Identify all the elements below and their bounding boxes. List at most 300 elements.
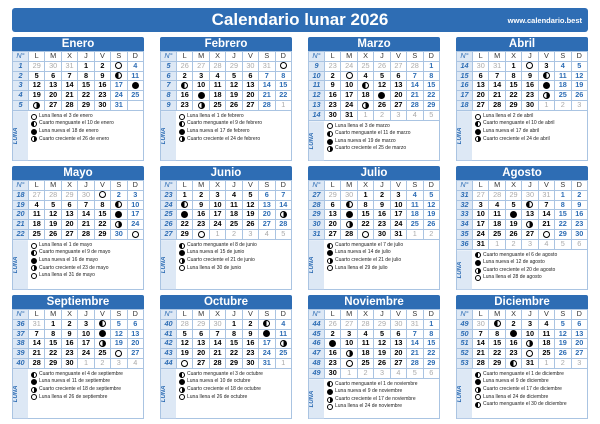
- day-cell: 1: [357, 190, 373, 200]
- day-cell: 6: [45, 71, 61, 81]
- weekday-header: D: [423, 181, 439, 191]
- moon-new-icon: [475, 379, 481, 385]
- moon-phase-item: [31, 386, 141, 394]
- week-row: [457, 81, 588, 91]
- weekday-header: D: [275, 181, 291, 191]
- day-cell: 14: [209, 339, 225, 349]
- month-name: Junio: [160, 166, 292, 180]
- day-cell: 18: [29, 220, 45, 230]
- week-number-header: N°: [457, 181, 473, 191]
- moon-phase-item: [31, 257, 141, 265]
- moon-phases-list: [12, 240, 144, 290]
- week-number-header: N°: [161, 310, 177, 320]
- week-number: 5: [13, 100, 29, 110]
- moon-phase-text: Cuarto menguante el 4 de septiembre: [39, 370, 123, 377]
- moon-phase-text: Cuarto menguante el 10 de abril: [483, 120, 555, 127]
- weekday-header: X: [209, 181, 225, 191]
- day-cell: 5: [45, 200, 61, 210]
- day-cell: 29: [505, 100, 521, 110]
- day-cell: 8: [275, 71, 291, 81]
- day-other-month: 2: [555, 100, 571, 110]
- day-cell: 12: [45, 210, 61, 220]
- month-octubre: [160, 295, 292, 418]
- day-cell: 27: [242, 100, 258, 110]
- day-cell: 8: [45, 329, 61, 339]
- week-row: [457, 358, 588, 368]
- day-cell: 11: [127, 71, 143, 81]
- day-cell: 22: [357, 220, 373, 230]
- day-cell: 20: [45, 91, 61, 101]
- moon-phase-text: Luna nueva el 9 de diciembre: [483, 378, 549, 385]
- day-cell: 15: [505, 81, 521, 91]
- moon-full-icon: [31, 243, 37, 249]
- moon-lq-icon: [327, 131, 333, 137]
- day-cell: 1: [555, 190, 571, 200]
- moon-lq-icon: [522, 200, 538, 210]
- weekday-header: X: [357, 52, 373, 62]
- week-row: [457, 71, 588, 81]
- day-other-month: 6: [423, 368, 439, 378]
- day-cell: 25: [407, 220, 423, 230]
- weekday-header: S: [407, 181, 423, 191]
- week-row: [309, 210, 440, 220]
- day-cell: 12: [177, 339, 193, 349]
- day-cell: 2: [94, 61, 110, 71]
- moon-phase-item: [475, 371, 585, 379]
- day-cell: 15: [423, 81, 439, 91]
- weekday-header: V: [94, 181, 110, 191]
- day-cell: 28: [407, 358, 423, 368]
- day-other-month: 29: [325, 190, 341, 200]
- weekday-header: J: [226, 181, 242, 191]
- day-other-month: 25: [357, 61, 373, 71]
- day-cell: 14: [61, 81, 77, 91]
- week-row: [161, 200, 292, 210]
- moon-fq-icon: [198, 102, 205, 109]
- luna-label: LUNA: [457, 369, 472, 418]
- day-cell: [127, 100, 143, 110]
- day-cell: 18: [555, 81, 571, 91]
- moon-phase-item: [179, 386, 289, 394]
- day-cell: 13: [45, 81, 61, 91]
- moon-full-icon: [115, 350, 122, 357]
- moon-new-icon: [505, 210, 521, 220]
- day-other-month: 26: [374, 61, 390, 71]
- day-cell: 19: [505, 220, 521, 230]
- days-table: [160, 180, 292, 240]
- weekday-header: M: [341, 310, 357, 320]
- day-cell: 10: [127, 200, 143, 210]
- day-cell: 5: [505, 200, 521, 210]
- moon-fq-icon: [31, 387, 37, 393]
- day-cell: 12: [242, 200, 258, 210]
- moon-phase-text: Cuarto creciente el 21 de julio: [335, 256, 402, 263]
- day-cell: 23: [522, 91, 538, 101]
- moon-lq-icon: [94, 319, 110, 329]
- day-cell: 4: [275, 319, 291, 329]
- day-cell: 26: [423, 220, 439, 230]
- day-cell: 29: [423, 358, 439, 368]
- moon-new-icon: [179, 379, 185, 385]
- day-cell: 2: [242, 319, 258, 329]
- weekday-header: S: [111, 181, 127, 191]
- week-row: [13, 358, 144, 368]
- moon-fq-icon: [346, 350, 353, 357]
- month-name: Mayo: [12, 166, 144, 180]
- moon-phase-item: [475, 120, 585, 128]
- moon-full-icon: [181, 360, 188, 367]
- day-cell: 17: [390, 210, 406, 220]
- day-other-month: 28: [407, 61, 423, 71]
- week-number: 14: [457, 61, 473, 71]
- day-cell: 5: [423, 190, 439, 200]
- weekday-header: J: [522, 310, 538, 320]
- moon-phase-text: Luna nueva el 15 de junio: [187, 249, 245, 256]
- moon-new-icon: [181, 211, 188, 218]
- day-cell: 23: [325, 100, 341, 110]
- day-cell: 19: [423, 210, 439, 220]
- day-cell: 11: [226, 200, 242, 210]
- day-cell: 2: [325, 329, 341, 339]
- week-number-header: N°: [309, 310, 325, 320]
- day-cell: 24: [111, 91, 127, 101]
- moon-lq-icon: [31, 250, 37, 256]
- moon-phase-text: Cuarto creciente el 26 de enero: [39, 135, 110, 142]
- day-cell: 14: [29, 339, 45, 349]
- day-cell: 31: [390, 229, 406, 239]
- moon-lq-icon: [357, 81, 373, 91]
- week-number: 31: [457, 190, 473, 200]
- day-cell: 2: [111, 190, 127, 200]
- moon-phase-text: Cuarto menguante el 1 de diciembre: [483, 370, 564, 377]
- weekday-header: V: [390, 181, 406, 191]
- day-cell: 20: [127, 339, 143, 349]
- day-cell: 7: [275, 190, 291, 200]
- week-row: [457, 229, 588, 239]
- day-cell: 16: [242, 339, 258, 349]
- day-cell: 22: [423, 349, 439, 359]
- weekday-header: V: [538, 52, 554, 62]
- day-cell: 19: [29, 91, 45, 101]
- day-other-month: 3: [390, 110, 406, 120]
- moon-fq-icon: [31, 136, 37, 142]
- day-cell: 22: [275, 91, 291, 101]
- weekday-header: X: [61, 52, 77, 62]
- month-abril: [456, 37, 588, 160]
- day-cell: 14: [78, 210, 94, 220]
- day-cell: 27: [473, 100, 489, 110]
- moon-new-icon: [31, 258, 37, 264]
- day-cell: 12: [29, 81, 45, 91]
- day-cell: 30: [374, 229, 390, 239]
- day-cell: 7: [538, 200, 554, 210]
- moon-full-icon: [94, 190, 110, 200]
- day-cell: 15: [226, 339, 242, 349]
- week-row: [309, 329, 440, 339]
- week-number-header: N°: [161, 181, 177, 191]
- moon-lq-icon: [181, 201, 188, 208]
- moon-new-icon: [198, 92, 205, 99]
- month-julio: [308, 166, 440, 289]
- day-cell: 9: [571, 200, 587, 210]
- moon-full-icon: [132, 231, 139, 238]
- day-cell: 22: [423, 91, 439, 101]
- day-cell: 20: [325, 220, 341, 230]
- day-cell: 21: [209, 349, 225, 359]
- moon-full-icon: [198, 231, 205, 238]
- luna-label: LUNA: [161, 240, 176, 289]
- week-number: 52: [457, 349, 473, 359]
- day-cell: 11: [538, 329, 554, 339]
- weekday-header: M: [193, 52, 209, 62]
- day-cell: 30: [522, 100, 538, 110]
- day-cell: 18: [209, 91, 225, 101]
- day-other-month: 3: [374, 368, 390, 378]
- day-cell: 23: [325, 358, 341, 368]
- day-other-month: 5: [555, 239, 571, 249]
- week-row: [13, 220, 144, 230]
- month-name: Abril: [456, 37, 588, 51]
- moon-phase-text: Cuarto creciente el 24 de febrero: [187, 135, 261, 142]
- day-cell: 31: [111, 100, 127, 110]
- week-number: 7: [161, 81, 177, 91]
- day-cell: 17: [473, 220, 489, 230]
- days-table: [160, 51, 292, 111]
- moon-full-icon: [341, 358, 357, 368]
- moon-phase-item: [179, 128, 289, 136]
- week-number: 36: [457, 239, 473, 249]
- week-number: 12: [309, 91, 325, 101]
- day-other-month: 28: [357, 319, 373, 329]
- week-number: 1: [13, 61, 29, 71]
- moon-phase-item: [327, 403, 437, 411]
- day-cell: 23: [94, 91, 110, 101]
- weekday-header: J: [522, 181, 538, 191]
- weekday-header: M: [489, 52, 505, 62]
- day-cell: 13: [473, 81, 489, 91]
- day-other-month: 30: [45, 61, 61, 71]
- day-cell: 8: [226, 329, 242, 339]
- weekday-header: S: [407, 310, 423, 320]
- moon-phase-text: Cuarto creciente el 23 de mayo: [39, 264, 109, 271]
- moon-phase-item: [31, 249, 141, 257]
- day-cell: 12: [111, 329, 127, 339]
- site-url: www.calendario.best: [507, 16, 582, 25]
- day-other-month: 27: [390, 61, 406, 71]
- week-number: 20: [13, 210, 29, 220]
- day-cell: 2: [193, 190, 209, 200]
- day-cell: 13: [259, 200, 275, 210]
- day-cell: 21: [407, 91, 423, 101]
- moon-full-icon: [280, 62, 287, 69]
- day-other-month: 2: [505, 239, 521, 249]
- week-row: [161, 91, 292, 101]
- week-row: [161, 71, 292, 81]
- day-cell: 3: [209, 190, 225, 200]
- moon-full-icon: [522, 349, 538, 359]
- moon-fq-icon: [475, 268, 481, 274]
- moon-phase-item: [31, 378, 141, 386]
- week-row: [13, 71, 144, 81]
- luna-label: LUNA: [161, 111, 176, 160]
- day-cell: 16: [522, 81, 538, 91]
- moon-new-icon: [327, 250, 333, 256]
- day-cell: 1: [423, 61, 439, 71]
- day-other-month: 27: [341, 319, 357, 329]
- day-cell: 26: [374, 358, 390, 368]
- week-row: [13, 319, 144, 329]
- moon-lq-icon: [526, 201, 533, 208]
- month-septiembre: [12, 295, 144, 418]
- day-cell: 19: [111, 339, 127, 349]
- moon-phase-text: Luna llena el 31 de mayo: [39, 272, 95, 279]
- title-bar: [12, 8, 588, 32]
- weekday-header: M: [45, 52, 61, 62]
- week-row: [161, 81, 292, 91]
- weekday-header: L: [29, 181, 45, 191]
- day-cell: 8: [78, 71, 94, 81]
- moon-phase-text: Cuarto menguante el 7 de julio: [335, 241, 404, 248]
- day-other-month: 26: [325, 319, 341, 329]
- day-cell: 11: [407, 200, 423, 210]
- day-cell: 28: [489, 100, 505, 110]
- day-cell: 28: [259, 100, 275, 110]
- month-noviembre: [308, 295, 440, 418]
- moon-phase-text: Luna nueva el 17 de abril: [483, 127, 540, 134]
- moon-fq-icon: [94, 339, 110, 349]
- moon-fq-icon: [115, 221, 122, 228]
- day-cell: 29: [94, 229, 110, 239]
- weekday-header: D: [275, 310, 291, 320]
- moon-full-icon: [31, 114, 37, 120]
- moon-new-icon: [327, 139, 333, 145]
- moon-lq-icon: [177, 200, 193, 210]
- week-row: [309, 190, 440, 200]
- moon-lq-icon: [341, 200, 357, 210]
- day-cell: 30: [571, 229, 587, 239]
- day-other-month: 29: [29, 61, 45, 71]
- moon-phase-text: Luna nueva el 19 de marzo: [335, 137, 396, 144]
- week-number: 27: [309, 190, 325, 200]
- day-cell: 11: [489, 210, 505, 220]
- weekday-header: D: [571, 52, 587, 62]
- weekday-header: L: [473, 181, 489, 191]
- day-cell: 15: [78, 81, 94, 91]
- moon-lq-icon: [181, 82, 188, 89]
- moon-fq-icon: [179, 258, 185, 264]
- week-row: [161, 358, 292, 368]
- moon-fq-icon: [346, 221, 353, 228]
- days-table: [12, 180, 144, 240]
- day-other-month: 31: [407, 319, 423, 329]
- day-cell: 22: [226, 349, 242, 359]
- day-cell: 14: [407, 81, 423, 91]
- moon-lq-icon: [259, 319, 275, 329]
- weekday-header: X: [209, 310, 225, 320]
- day-other-month: 3: [111, 358, 127, 368]
- day-cell: 4: [538, 319, 554, 329]
- day-cell: 14: [473, 339, 489, 349]
- day-cell: 18: [407, 210, 423, 220]
- week-row: [457, 100, 588, 110]
- day-cell: 21: [489, 91, 505, 101]
- week-number: 35: [457, 229, 473, 239]
- day-other-month: 28: [177, 319, 193, 329]
- week-row: [13, 200, 144, 210]
- day-cell: 29: [489, 358, 505, 368]
- day-cell: 11: [357, 339, 373, 349]
- day-cell: 18: [357, 349, 373, 359]
- week-number: 37: [13, 329, 29, 339]
- weekday-header: S: [259, 181, 275, 191]
- month-name: Julio: [308, 166, 440, 180]
- day-cell: 9: [522, 71, 538, 81]
- day-cell: 25: [555, 91, 571, 101]
- day-cell: 29: [226, 358, 242, 368]
- weekday-header: J: [374, 52, 390, 62]
- moon-phase-item: [31, 136, 141, 144]
- week-number-header: N°: [13, 310, 29, 320]
- moon-new-icon: [132, 82, 139, 89]
- day-cell: 28: [209, 358, 225, 368]
- weekday-header: D: [571, 181, 587, 191]
- days-table: [12, 309, 144, 369]
- day-other-month: 5: [423, 110, 439, 120]
- moon-new-icon: [177, 210, 193, 220]
- day-cell: 21: [407, 349, 423, 359]
- day-other-month: 31: [538, 190, 554, 200]
- day-cell: 25: [538, 349, 554, 359]
- moon-lq-icon: [111, 200, 127, 210]
- moon-phase-text: Cuarto creciente el 25 de marzo: [335, 145, 407, 152]
- weekday-header: S: [555, 181, 571, 191]
- moon-phase-item: [327, 123, 437, 131]
- day-cell: 13: [242, 81, 258, 91]
- day-cell: 28: [275, 220, 291, 230]
- day-cell: 8: [555, 200, 571, 210]
- weekday-header: M: [45, 181, 61, 191]
- day-cell: 17: [111, 81, 127, 91]
- day-cell: 20: [473, 91, 489, 101]
- day-cell: 17: [259, 339, 275, 349]
- day-cell: 18: [489, 220, 505, 230]
- day-cell: 27: [390, 100, 406, 110]
- day-cell: 22: [489, 349, 505, 359]
- week-row: [309, 110, 440, 120]
- week-number: 16: [457, 81, 473, 91]
- weekday-header: J: [374, 310, 390, 320]
- weekday-header: J: [226, 310, 242, 320]
- day-cell: 7: [489, 71, 505, 81]
- moon-new-icon: [475, 129, 481, 135]
- moon-full-icon: [31, 273, 37, 279]
- day-cell: 20: [61, 220, 77, 230]
- weekday-header: J: [374, 181, 390, 191]
- moon-phase-text: Luna nueva el 17 de febrero: [187, 127, 250, 134]
- day-cell: 23: [177, 100, 193, 110]
- day-other-month: 4: [407, 110, 423, 120]
- moon-phase-text: Luna nueva el 12 de agosto: [483, 259, 545, 266]
- day-cell: 12: [226, 81, 242, 91]
- weekday-header: X: [357, 181, 373, 191]
- moon-phase-item: [475, 401, 585, 409]
- week-row: [309, 220, 440, 230]
- week-row: [161, 329, 292, 339]
- moon-fq-icon: [99, 340, 106, 347]
- week-number: 49: [457, 319, 473, 329]
- week-number: 49: [309, 368, 325, 378]
- weekday-header: M: [193, 310, 209, 320]
